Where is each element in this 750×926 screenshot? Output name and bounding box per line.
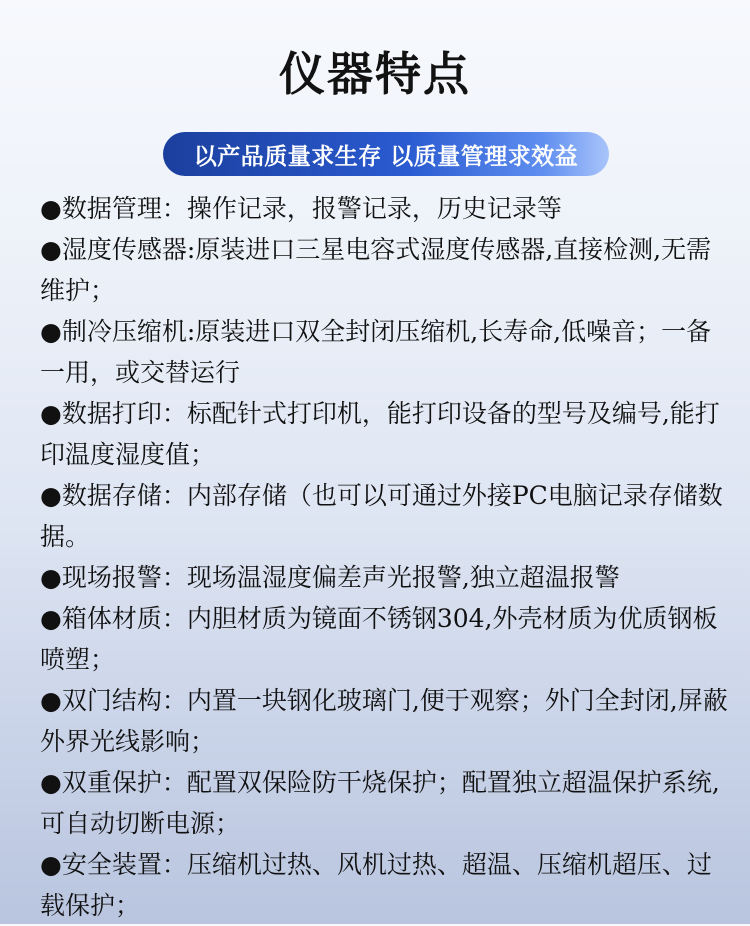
feature-item-safety: ●安全装置：压缩机过热、风机过热、超温、压缩机超压、过载保护； [40, 850, 712, 920]
feature-item-data-management: ●数据管理：操作记录，报警记录，历史记录等 [40, 194, 562, 223]
feature-item-material: ●箱体材质：内胆材质为镜面不锈钢304,外壳材质为优质钢板喷塑； [40, 604, 718, 674]
feature-item-storage: ●数据存储：内部存储（也可以可通过外接PC电脑记录存储数据。 [40, 481, 723, 551]
feature-item-protection: ●双重保护：配置双保险防干烧保护；配置独立超温保护系统,可自动切断电源； [40, 768, 720, 838]
slogan-text: 以产品质量求生存 以质量管理求效益 [193, 143, 579, 170]
feature-list [40, 188, 730, 926]
feature-item-alarm: ●现场报警：现场温湿度偏差声光报警,独立超温报警 [40, 563, 620, 592]
feature-item-humidity-sensor: ●湿度传感器:原装进口三星电容式湿度传感器,直接检测,无需维护； [40, 235, 712, 305]
feature-item-printing: ●数据打印：标配针式打印机，能打印设备的型号及编号,能打印温度湿度值； [40, 399, 720, 469]
feature-item-double-door: ●双门结构：内置一块钢化玻璃门,便于观察；外门全封闭,屏蔽外界光线影响； [40, 686, 728, 756]
page-title: 仪器特点 [279, 47, 471, 101]
feature-item-compressor: ●制冷压缩机:原装进口双全封闭压缩机,长寿命,低噪音；一备一用，或交替运行 [40, 317, 712, 387]
slogan-banner [163, 132, 609, 176]
